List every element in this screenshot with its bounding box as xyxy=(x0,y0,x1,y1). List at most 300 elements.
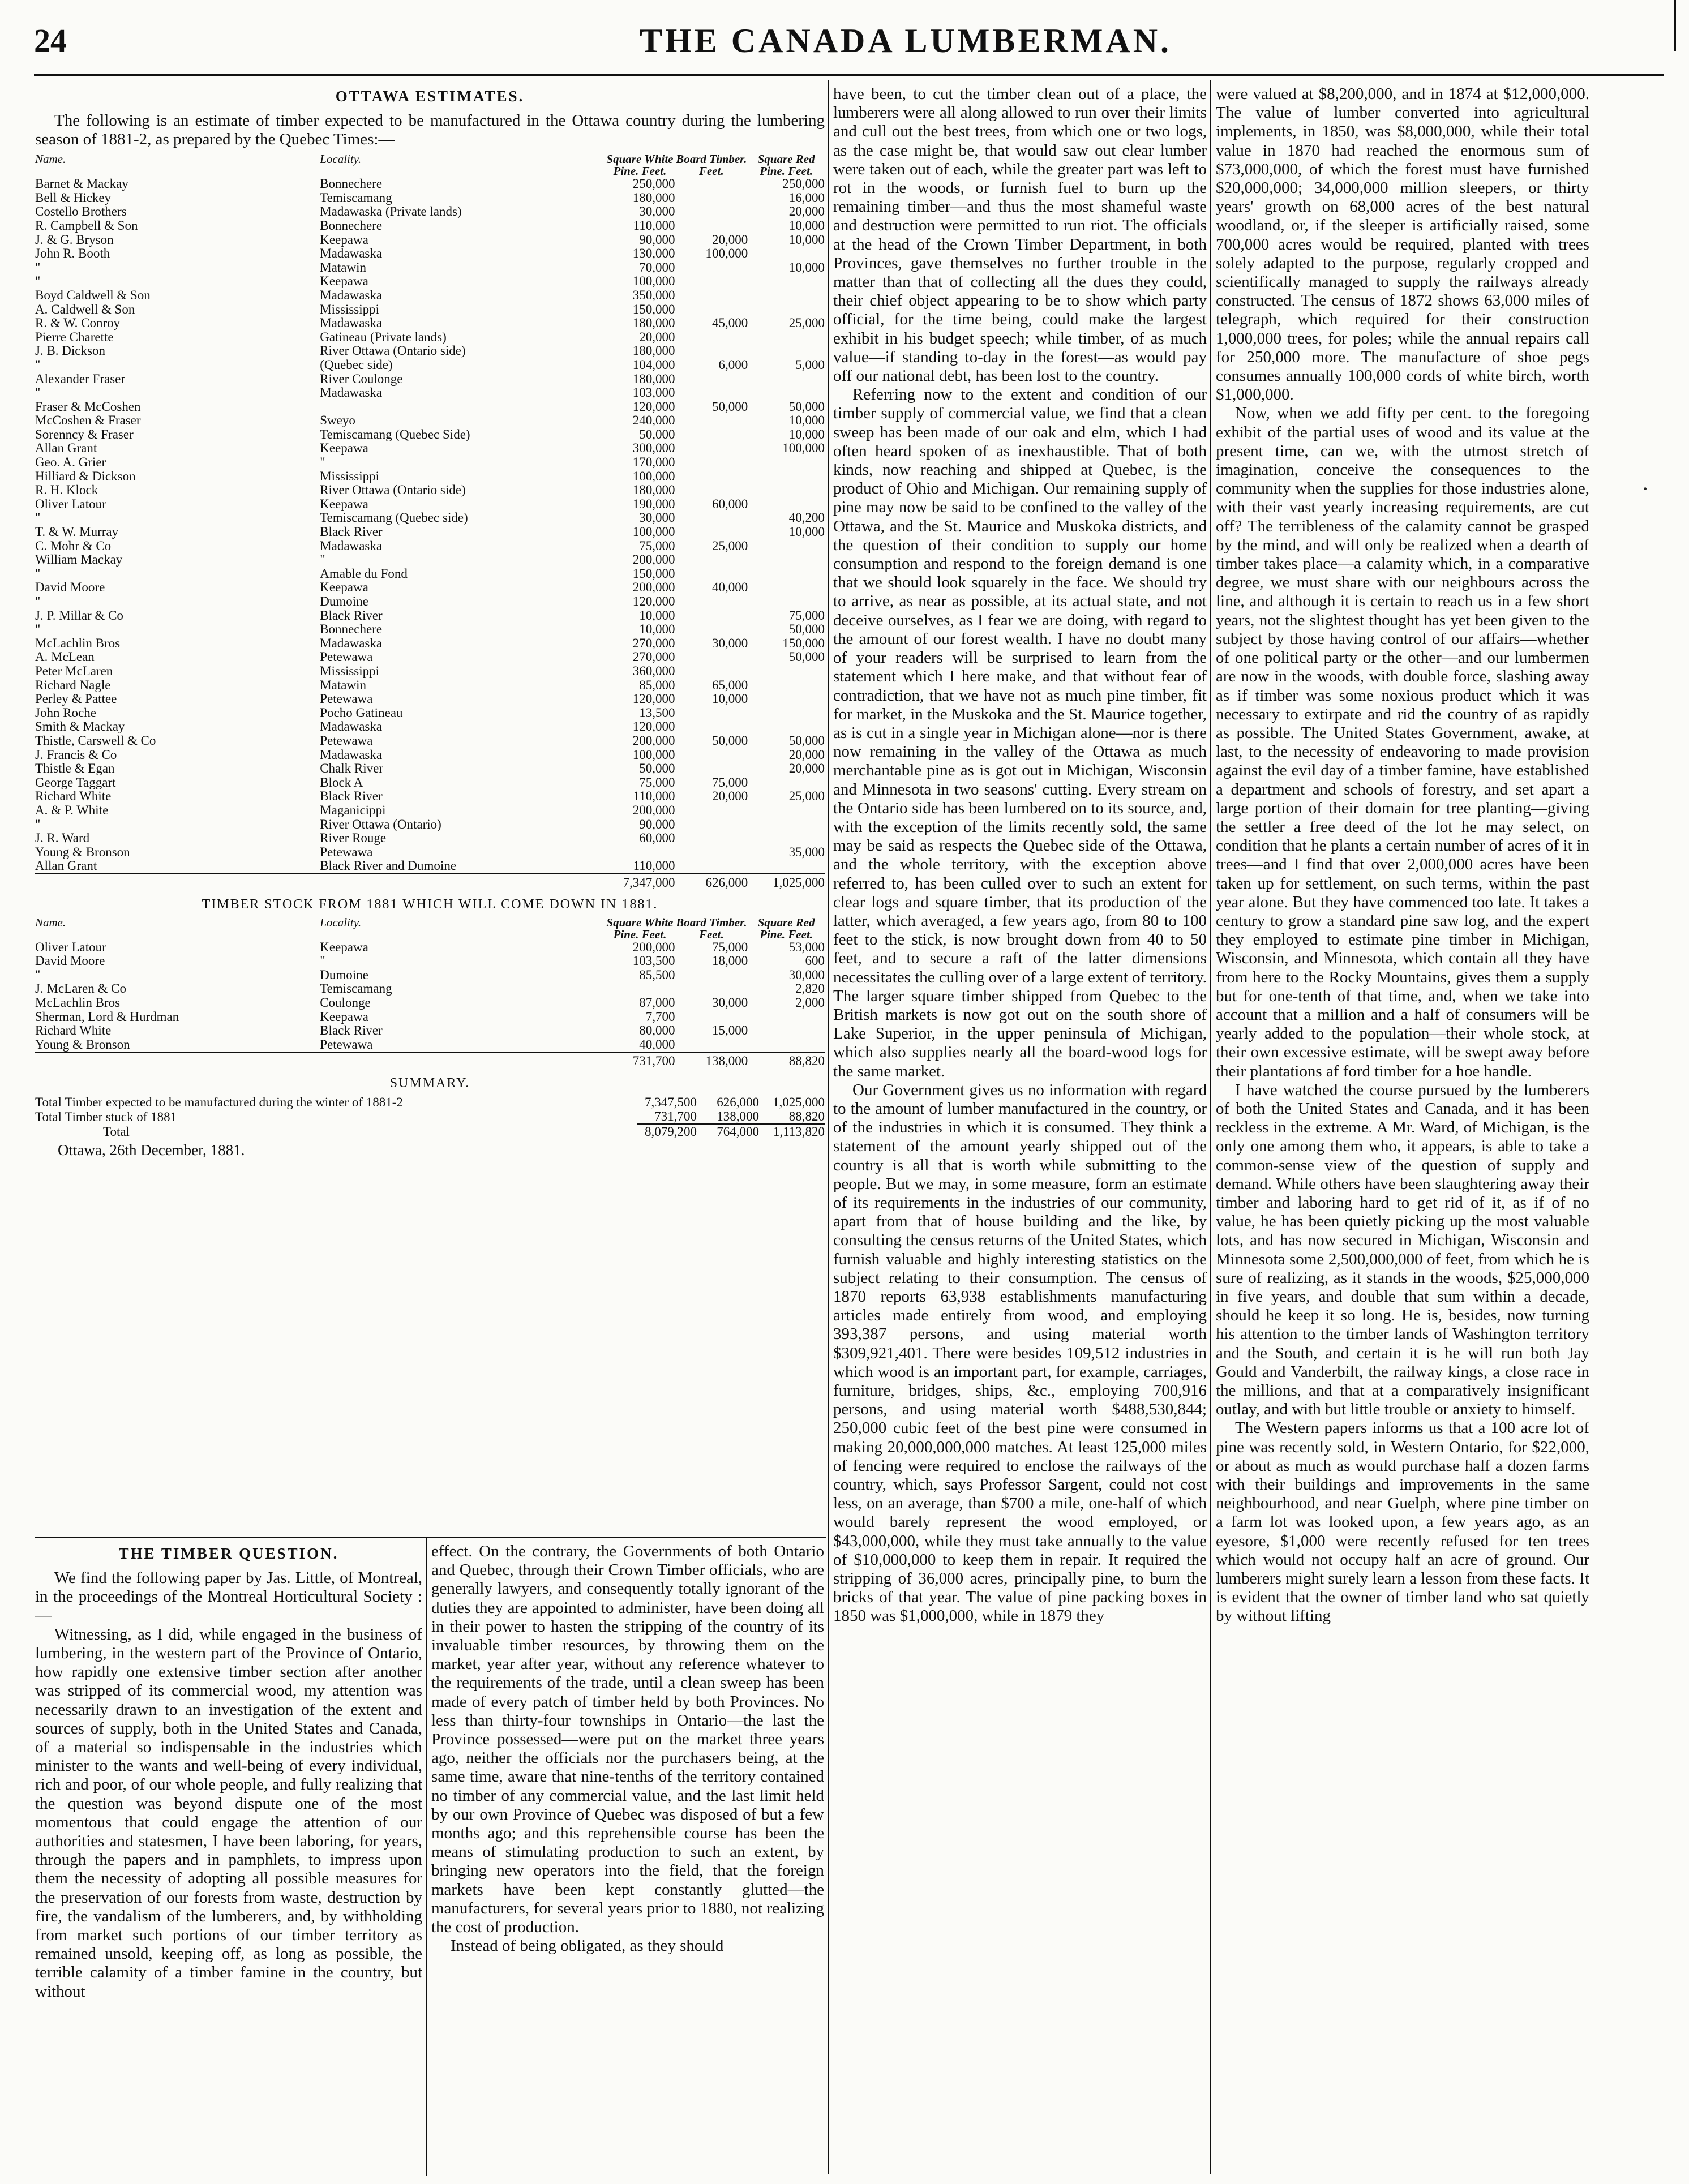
table-row xyxy=(35,372,825,387)
blank-cell xyxy=(35,1052,320,1069)
table-row xyxy=(35,470,825,484)
name-cell: McLachlin Bros xyxy=(35,636,121,650)
stock-table xyxy=(35,917,825,1069)
table-row xyxy=(35,762,825,776)
board-timber-cell xyxy=(675,609,748,623)
board-timber-cell xyxy=(675,441,748,456)
total-red-pine: 1,025,000 xyxy=(748,874,825,890)
white-pine-cell: 180,000 xyxy=(632,483,675,497)
white-pine-cell: 150,000 xyxy=(632,566,675,581)
table-row xyxy=(35,734,825,748)
column-rule-4 xyxy=(1210,80,1211,2174)
name-cell: J. B. Dickson xyxy=(35,344,105,358)
board-timber-cell: 40,000 xyxy=(711,580,748,595)
board-timber-cell xyxy=(675,525,748,539)
board-timber-cell xyxy=(675,483,748,497)
name-cell: Oliver Latour xyxy=(35,497,106,511)
name-cell: J. R. Ward xyxy=(35,831,90,846)
table-row xyxy=(35,846,825,860)
board-timber-cell xyxy=(675,650,748,664)
white-pine-cell: 120,000 xyxy=(632,594,675,609)
name-cell: Geo. A. Grier xyxy=(35,456,106,470)
board-timber-cell xyxy=(675,191,748,205)
locality-cell: Mississippi xyxy=(320,302,380,316)
white-pine-cell: 20,000 xyxy=(639,329,675,344)
paragraph: Witnessing, as I did, while engaged in the business of lumbering, in the western part of the Province of Ontario, how rapidly one extensive timber section after another was stripped of its commercial wood, my attention was necessarily drawn to an investigation of the extent and sources of supply, both in the United States and Canada, of a material so indispensable in the industries which minister to the wants and well-being of every individual, rich and poor, of our whole people, and fully realizing that the question was beyond dispute one of the most momentous that could engage the attention of our authorities and statesmen, I have been laboring, for years, through the papers and in pamphlets, to impress upon them the necessity of adopting all possible measures for the preservation of our forests from waste, destruction by fire, the vandalism of the lumberers, and, by withholding from market such portions of our timber territory as remained unsold, keeping off, as long as possible, the terrible calamity of a timber famine in the country, but without xyxy=(35,1625,422,2001)
locality-cell: (Quebec side) xyxy=(320,358,393,372)
margin-mark xyxy=(1674,0,1676,51)
table-row xyxy=(35,831,825,846)
name-cell: McCoshen & Fraser xyxy=(35,414,141,428)
name-cell: Perley & Pattee xyxy=(35,692,117,706)
red-pine-cell: 10,000 xyxy=(788,260,825,274)
white-pine-cell: 30,000 xyxy=(639,510,675,525)
locality-cell: Gatineau (Private lands) xyxy=(320,330,447,344)
red-pine-cell: 10,000 xyxy=(788,232,825,247)
locality-cell: Bonnechere xyxy=(320,623,383,637)
table-row xyxy=(35,706,825,720)
masthead-title: THE CANADA LUMBERMAN. xyxy=(640,22,1172,59)
white-pine-cell: 350,000 xyxy=(632,288,675,302)
red-pine-cell xyxy=(748,247,825,261)
red-pine-cell: 10,000 xyxy=(788,413,825,428)
red-pine-cell xyxy=(748,859,825,874)
board-timber-cell: 25,000 xyxy=(711,538,748,553)
timber-question-col-1 xyxy=(35,1542,422,2176)
name-cell: Richard White xyxy=(35,1024,112,1038)
board-timber-cell: 30,000 xyxy=(711,996,748,1010)
board-timber-cell: 20,000 xyxy=(711,232,748,247)
name-cell: Pierre Charette xyxy=(35,330,114,344)
red-pine-cell xyxy=(748,776,825,790)
table-row xyxy=(35,1024,825,1038)
locality-cell: Keepawa xyxy=(320,940,368,954)
locality-cell: Madawaska (Private lands) xyxy=(320,205,462,219)
name-cell: " xyxy=(35,817,41,831)
board-timber-cell: 15,000 xyxy=(711,1023,748,1038)
red-pine-cell: 50,000 xyxy=(788,622,825,637)
name-cell: Fraser & McCoshen xyxy=(35,400,141,414)
name-cell: Sherman, Lord & Hurdman xyxy=(35,1010,179,1024)
stock-col-header-locality: Locality. xyxy=(320,916,362,929)
table-row xyxy=(35,789,825,804)
red-pine-cell: 150,000 xyxy=(782,636,825,650)
white-pine-cell: 50,000 xyxy=(639,427,675,441)
summary-red-pine: 1,025,000 xyxy=(773,1095,825,1110)
red-pine-cell xyxy=(748,720,825,734)
red-pine-cell: 20,000 xyxy=(788,204,825,219)
table-row xyxy=(35,859,825,874)
white-pine-cell: 100,000 xyxy=(632,469,675,483)
stock-heading: TIMBER STOCK FROM 1881 WHICH WILL COME DOWN IN 1881. xyxy=(202,897,658,912)
paragraph: have been, to cut the timber clean out of a place, the lumberers were all along allowed to run over their limits and cull out the best trees, from which one or two logs, as the case might be, that would saw out clear lumber were taken out of each, while the greater part was left to rot in the woods, or furnish fuel to burn up the remaining timber—and thus the most shameful waste and destruction were permitted to run riot. The officials at the head of the Crown Timber Department, in both Provinces, gave themselves no further trouble in the matter than that of collecting all the dues they could, their chief object appearing to be to show which party official, for the time being, could make the largest exhibit in his budget speech; while timber, of as much value—if standing to-day in the forest—as would pay off our national debt, has been lost to the country. xyxy=(833,85,1207,385)
white-pine-cell: 120,000 xyxy=(632,692,675,706)
table-row xyxy=(35,303,825,317)
stock-col-header-white-pine: Square White Pine. Feet. xyxy=(606,915,674,941)
white-pine-cell: 150,000 xyxy=(632,302,675,316)
table-row xyxy=(35,664,825,679)
table-row xyxy=(35,261,825,275)
board-timber-cell xyxy=(675,859,748,874)
locality-cell: Keepawa xyxy=(320,581,368,595)
red-pine-cell: 100,000 xyxy=(782,441,825,456)
table-row xyxy=(35,386,825,400)
locality-cell: Dumoine xyxy=(320,595,368,609)
locality-cell: Petewawa xyxy=(320,692,373,706)
table-row xyxy=(35,1038,825,1053)
table-row xyxy=(35,941,825,955)
red-pine-cell xyxy=(748,386,825,400)
red-pine-cell: 20,000 xyxy=(788,761,825,776)
white-pine-cell: 103,500 xyxy=(632,954,675,968)
locality-cell: River Ottawa (Ontario side) xyxy=(320,344,466,358)
board-timber-cell xyxy=(675,386,748,400)
name-cell: Costello Brothers xyxy=(35,205,127,219)
red-pine-cell: 53,000 xyxy=(788,939,825,954)
table-row xyxy=(35,441,825,456)
summary-red-pine: 1,113,820 xyxy=(759,1124,825,1139)
red-pine-cell: 25,000 xyxy=(788,789,825,804)
red-pine-cell: 50,000 xyxy=(788,733,825,748)
summary-row xyxy=(35,1109,825,1124)
totals-row xyxy=(35,874,825,890)
name-cell: David Moore xyxy=(35,954,105,968)
name-cell: A. & P. White xyxy=(35,803,109,817)
locality-cell: Madawaska xyxy=(320,386,383,400)
table-row xyxy=(35,679,825,693)
board-timber-cell: 45,000 xyxy=(711,316,748,331)
table-row xyxy=(35,428,825,442)
locality-cell: Black River and Dumoine xyxy=(320,859,457,873)
white-pine-cell: 50,000 xyxy=(639,761,675,776)
board-timber-cell xyxy=(675,261,748,275)
name-cell: Richard Nagle xyxy=(35,678,111,692)
table-row xyxy=(35,818,825,832)
locality-cell: Black River xyxy=(320,525,383,539)
name-cell: R. H. Klock xyxy=(35,483,98,497)
table-row xyxy=(35,483,825,497)
white-pine-cell: 103,000 xyxy=(632,385,675,400)
red-pine-cell: 10,000 xyxy=(788,427,825,441)
stock-col-header-board: Board Timber. Feet. xyxy=(676,915,747,941)
board-timber-cell xyxy=(675,331,748,345)
column-rule-2 xyxy=(426,1537,427,2176)
red-pine-cell: 75,000 xyxy=(788,608,825,623)
white-pine-cell: 120,000 xyxy=(632,399,675,414)
white-pine-cell: 90,000 xyxy=(639,232,675,247)
board-timber-cell: 18,000 xyxy=(711,954,748,968)
locality-cell: Amable du Fond xyxy=(320,567,408,581)
ottawa-estimates-table xyxy=(35,153,825,890)
board-timber-cell: 6,000 xyxy=(718,357,748,372)
table-row xyxy=(35,289,825,303)
white-pine-cell: 240,000 xyxy=(632,413,675,428)
name-cell: Young & Bronson xyxy=(35,1037,130,1052)
name-cell: William Mackay xyxy=(35,553,123,567)
board-timber-cell xyxy=(675,567,748,581)
locality-cell: Coulonge xyxy=(320,996,371,1010)
board-timber-cell xyxy=(675,303,748,317)
board-timber-cell: 10,000 xyxy=(711,692,748,706)
blank-cell xyxy=(35,874,320,890)
board-timber-cell: 100,000 xyxy=(705,246,748,261)
red-pine-cell xyxy=(748,831,825,846)
name-cell: " xyxy=(35,260,41,274)
ottawa-estimates-block xyxy=(35,85,825,1534)
summary-white-pine: 731,700 xyxy=(654,1109,697,1124)
timber-question-col-3 xyxy=(833,85,1207,2176)
white-pine-cell: 100,000 xyxy=(632,274,675,289)
table-row xyxy=(35,274,825,289)
red-pine-cell xyxy=(748,470,825,484)
locality-cell: River Ottawa (Ontario side) xyxy=(320,483,466,497)
locality-cell: Temiscamang xyxy=(320,191,392,205)
board-timber-cell xyxy=(675,414,748,428)
white-pine-cell: 10,000 xyxy=(639,622,675,637)
name-cell: T. & W. Murray xyxy=(35,525,119,539)
table-row xyxy=(35,804,825,818)
board-timber-cell xyxy=(675,831,748,846)
white-pine-cell: 60,000 xyxy=(639,831,675,846)
red-pine-cell xyxy=(748,289,825,303)
name-cell: J. & G. Bryson xyxy=(35,233,114,247)
name-cell: John R. Booth xyxy=(35,247,110,261)
board-timber-cell: 30,000 xyxy=(711,636,748,650)
red-pine-cell: 50,000 xyxy=(788,650,825,664)
red-pine-cell xyxy=(748,303,825,317)
board-timber-cell xyxy=(675,623,748,637)
locality-cell: Madawaska xyxy=(320,247,383,261)
locality-cell: Pocho Gatineau xyxy=(320,706,403,720)
name-cell: A. McLean xyxy=(35,650,95,664)
summary-board-timber: 764,000 xyxy=(697,1124,759,1139)
table-row xyxy=(35,247,825,261)
red-pine-cell xyxy=(748,664,825,679)
name-cell: Young & Bronson xyxy=(35,845,130,859)
locality-cell: Petewawa xyxy=(320,733,373,748)
red-pine-cell xyxy=(748,539,825,553)
table-row xyxy=(35,414,825,428)
name-cell: Allan Grant xyxy=(35,441,97,456)
red-pine-cell xyxy=(748,456,825,470)
white-pine-cell: 70,000 xyxy=(639,260,675,274)
board-timber-cell: 20,000 xyxy=(711,789,748,804)
name-cell: Boyd Caldwell & Son xyxy=(35,288,151,302)
name-cell: A. Caldwell & Son xyxy=(35,302,135,316)
board-timber-cell xyxy=(675,205,748,219)
board-timber-cell xyxy=(675,748,748,762)
table-row xyxy=(35,650,825,664)
board-timber-cell xyxy=(675,982,748,996)
board-timber-cell xyxy=(675,553,748,567)
table-row xyxy=(35,497,825,512)
locality-cell: Petewawa xyxy=(320,845,373,859)
white-pine-cell: 200,000 xyxy=(632,552,675,567)
board-timber-cell: 65,000 xyxy=(711,677,748,692)
red-pine-cell: 5,000 xyxy=(795,357,825,372)
white-pine-cell: 180,000 xyxy=(632,190,675,205)
name-cell: " xyxy=(35,511,41,525)
dateline: Ottawa, 26th December, 1881. xyxy=(58,1142,245,1159)
name-cell: Peter McLaren xyxy=(35,664,113,678)
board-timber-cell xyxy=(675,456,748,470)
locality-cell: Black River xyxy=(320,1024,383,1038)
locality-cell: Temiscamang xyxy=(320,982,392,996)
red-pine-cell xyxy=(748,1038,825,1053)
white-pine-cell: 85,000 xyxy=(639,677,675,692)
table-row xyxy=(35,456,825,470)
board-timber-cell xyxy=(675,1010,748,1024)
white-pine-cell: 360,000 xyxy=(632,663,675,678)
table-row xyxy=(35,748,825,762)
locality-cell: Madawaska xyxy=(320,288,383,302)
board-timber-cell xyxy=(675,177,748,191)
locality-cell: Black River xyxy=(320,608,383,623)
board-timber-cell xyxy=(675,595,748,609)
name-cell: Bell & Hickey xyxy=(35,191,112,205)
white-pine-cell: 170,000 xyxy=(632,455,675,470)
red-pine-cell: 30,000 xyxy=(788,967,825,982)
masthead-rule xyxy=(34,74,1664,76)
locality-cell: Madawaska xyxy=(320,636,383,650)
ottawa-heading: OTTAWA ESTIMATES. xyxy=(335,88,525,105)
summary-row xyxy=(35,1095,825,1109)
white-pine-cell: 120,000 xyxy=(632,719,675,734)
name-cell: " xyxy=(35,358,41,372)
red-pine-cell xyxy=(748,553,825,567)
paragraph: Instead of being obligated, as they should xyxy=(451,1937,724,1955)
board-timber-cell xyxy=(675,428,748,442)
red-pine-cell: 600 xyxy=(805,954,825,968)
locality-cell: " xyxy=(320,456,325,470)
column-rule-3 xyxy=(828,80,829,2174)
locality-cell: Petewawa xyxy=(320,650,373,664)
white-pine-cell: 180,000 xyxy=(632,344,675,358)
name-cell: Hilliard & Dickson xyxy=(35,469,136,483)
board-timber-cell xyxy=(675,804,748,818)
name-cell: J. Francis & Co xyxy=(35,748,117,762)
white-pine-cell: 200,000 xyxy=(632,803,675,817)
white-pine-cell: 250,000 xyxy=(632,177,675,191)
white-pine-cell xyxy=(605,846,675,860)
table-row xyxy=(35,776,825,790)
locality-cell: Keepawa xyxy=(320,1010,368,1024)
name-cell: Thistle & Egan xyxy=(35,762,115,776)
summary-heading: SUMMARY. xyxy=(389,1076,470,1091)
locality-cell xyxy=(320,400,605,414)
total-board-timber: 138,000 xyxy=(675,1052,748,1069)
table-row xyxy=(35,609,825,623)
table-row xyxy=(35,595,825,609)
white-pine-cell: 75,000 xyxy=(639,538,675,553)
total-white-pine: 731,700 xyxy=(605,1052,675,1069)
board-timber-cell xyxy=(675,289,748,303)
table-row xyxy=(35,177,825,191)
name-cell: R. Campbell & Son xyxy=(35,218,138,233)
name-cell: " xyxy=(35,274,41,289)
name-cell: " xyxy=(35,595,41,609)
board-timber-cell xyxy=(675,372,748,387)
red-pine-cell xyxy=(748,595,825,609)
red-pine-cell xyxy=(748,497,825,512)
red-pine-cell xyxy=(748,1024,825,1038)
board-timber-cell: 60,000 xyxy=(711,496,748,511)
name-cell: Allan Grant xyxy=(35,859,97,873)
red-pine-cell xyxy=(748,1010,825,1024)
white-pine-cell: 87,000 xyxy=(639,996,675,1010)
table-row xyxy=(35,233,825,247)
white-pine-cell: 200,000 xyxy=(632,939,675,954)
name-cell: George Taggart xyxy=(35,775,116,789)
locality-cell: River Ottawa (Ontario) xyxy=(320,817,441,831)
red-pine-cell: 40,200 xyxy=(788,510,825,525)
table-row xyxy=(35,623,825,637)
name-cell: J. P. Millar & Co xyxy=(35,608,123,623)
name-cell: " xyxy=(35,567,41,581)
table-row xyxy=(35,358,825,372)
red-pine-cell: 50,000 xyxy=(788,399,825,414)
white-pine-cell: 130,000 xyxy=(632,246,675,261)
board-timber-cell xyxy=(675,762,748,776)
red-pine-cell xyxy=(748,274,825,289)
col-header-board: Board Timber. Feet. xyxy=(676,152,747,178)
board-timber-cell xyxy=(675,846,748,860)
board-timber-cell xyxy=(675,664,748,679)
white-pine-cell: 100,000 xyxy=(632,525,675,539)
red-pine-cell xyxy=(748,692,825,706)
red-pine-cell xyxy=(748,679,825,693)
board-timber-cell xyxy=(675,219,748,233)
name-cell: Smith & Mackay xyxy=(35,720,125,734)
white-pine-cell: 200,000 xyxy=(632,733,675,748)
white-pine-cell: 100,000 xyxy=(632,747,675,762)
col-header-locality: Locality. xyxy=(320,153,362,166)
red-pine-cell: 35,000 xyxy=(788,844,825,859)
locality-cell: Bonnechere xyxy=(320,218,383,233)
red-pine-cell: 10,000 xyxy=(788,218,825,233)
stock-totals-row xyxy=(35,1052,825,1069)
red-pine-cell: 25,000 xyxy=(788,316,825,331)
name-cell: Thistle, Carswell & Co xyxy=(35,733,156,748)
table-row xyxy=(35,567,825,581)
table-row xyxy=(35,344,825,358)
red-pine-cell xyxy=(748,344,825,358)
locality-cell: Keepawa xyxy=(320,274,368,289)
blank-cell xyxy=(320,874,605,890)
locality-cell: Petewawa xyxy=(320,1037,373,1052)
locality-cell: Matawin xyxy=(320,678,366,692)
white-pine-cell: 75,000 xyxy=(639,775,675,789)
red-pine-cell xyxy=(748,581,825,595)
locality-cell: Mississippi xyxy=(320,664,380,678)
locality-cell: Temiscamang (Quebec side) xyxy=(320,511,468,525)
white-pine-cell: 90,000 xyxy=(639,817,675,831)
white-pine-cell: 30,000 xyxy=(639,204,675,219)
table-header-row xyxy=(35,153,825,177)
summary-red-pine: 88,820 xyxy=(788,1109,825,1124)
red-pine-cell xyxy=(748,372,825,387)
name-cell: " xyxy=(35,623,41,637)
total-red-pine: 88,820 xyxy=(748,1052,825,1069)
table-row xyxy=(35,637,825,651)
red-pine-cell xyxy=(748,818,825,832)
board-timber-cell xyxy=(675,706,748,720)
paragraph: were valued at $8,200,000, and in 1874 at $12,000,000. The value of lumber converted into agricultural implements, in 1850, was $8,000,000, while their total value in 1870 had reached the enormous sum of $73,000,000, of which the forest must have furnished $20,000,000; 34,000,000 million sleepers, or thirty years' growth on 68,000 acres of the best natural woodland, or, if the sleeper is artificially raised, some 700,000 acres would be required, planted with trees solely adapted to the purpose, regularly cropped and scientifically managed to supply the railways already constructed. The census of 1872 shows 63,000 miles of telegraph, which required for their construction 1,000,000 trees, for poles; while the annual repairs call for 250,000 more. The manufacture of shoe pegs consumes annually 100,000 cords of white birch, worth $1,000,000. xyxy=(1216,85,1589,404)
red-pine-cell: 16,000 xyxy=(788,190,825,205)
table-row xyxy=(35,400,825,414)
white-pine-cell: 80,000 xyxy=(639,1023,675,1038)
table-row xyxy=(35,539,825,553)
